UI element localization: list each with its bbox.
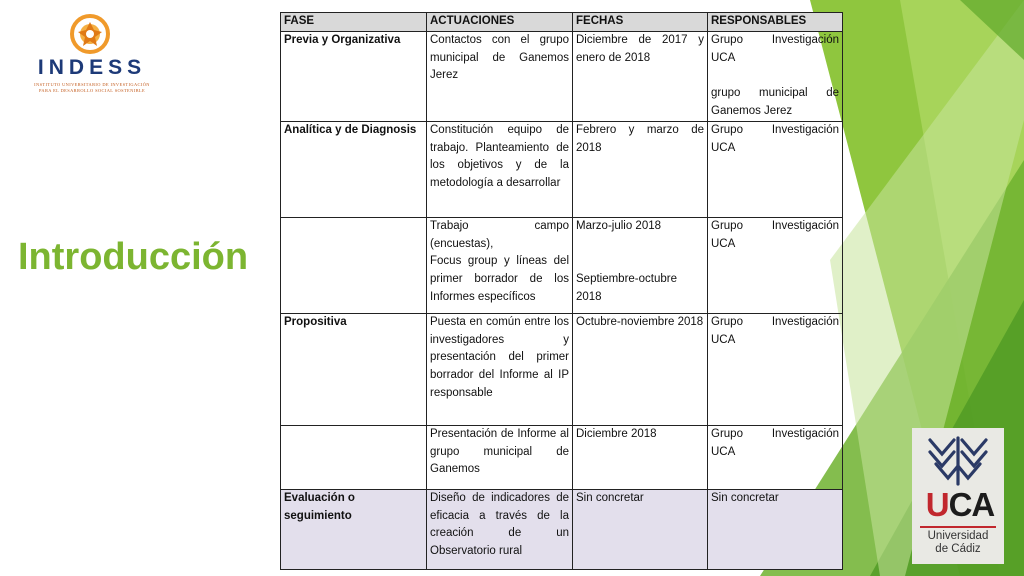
row-fecha: Diciembre 2018 — [573, 425, 708, 489]
row-actuacion: Diseño de indicadores de eficacia a través de la creación de un Observatorio rural — [427, 489, 573, 569]
row-fecha: Octubre-noviembre 2018 — [573, 313, 708, 425]
header-actuaciones: ACTUACIONES — [427, 13, 573, 32]
row-responsable: Grupo Investigación UCA — [708, 313, 843, 425]
slide-title: Introducción — [18, 236, 249, 278]
header-responsables: RESPONSABLES — [708, 13, 843, 32]
indess-subtitle-line-1: INSTITUTO UNIVERSITARIO DE INVESTIGACIÓN — [34, 82, 150, 87]
row-fase: Analítica y de Diagnosis — [281, 121, 427, 217]
indess-emblem-icon — [68, 14, 112, 54]
row-responsable: grupo municipal de Ganemos Jerez — [711, 87, 839, 117]
table-row — [281, 425, 843, 489]
row-responsable: Grupo Investigación UCA — [711, 33, 839, 64]
row-fase: Evaluación o seguimiento — [281, 489, 427, 569]
row-responsable: Grupo Investigación UCA — [708, 121, 843, 217]
table-row — [281, 313, 843, 425]
table-header-row — [281, 13, 843, 32]
row-fecha: Diciembre de 2017 y enero de 2018 — [573, 31, 708, 121]
row-fase — [281, 217, 427, 313]
uca-logo — [912, 428, 1004, 564]
table-row — [281, 489, 843, 569]
indess-name: INDESS — [37, 56, 147, 79]
row-fase: Previa y Organizativa — [281, 31, 427, 121]
table-row — [281, 121, 843, 217]
row-responsable: Grupo Investigación UCA — [708, 425, 843, 489]
indess-subtitle-line-2: PARA EL DESARROLLO SOCIAL SOSTENIBLE — [38, 87, 146, 93]
row-responsable: Grupo Investigación UCA — [708, 217, 843, 313]
row-fecha: Sin concretar — [573, 489, 708, 569]
uca-emblem-icon — [922, 434, 994, 490]
row-fase — [281, 425, 427, 489]
table-row — [281, 31, 843, 121]
phases-table — [280, 12, 843, 570]
table-row — [281, 217, 843, 313]
row-actuacion: Puesta en común entre los investigadores y presentación del primer borrador del Informe al IP responsable — [427, 313, 573, 425]
row-actuacion: Focus group y líneas del primer borrador de los Informes específicos — [430, 255, 569, 303]
row-actuacion: Constitución equipo de trabajo. Planteamiento de los objetivos y de la metodología a desarrollar — [427, 121, 573, 217]
row-fase: Propositiva — [281, 313, 427, 425]
row-fecha: Septiembre-octubre 2018 — [576, 273, 677, 303]
uca-line-1: Universidad — [927, 530, 989, 542]
uca-divider — [920, 526, 996, 528]
header-fase: FASE — [281, 13, 427, 32]
uca-wordmark: UCA — [925, 486, 995, 523]
row-actuacion: Presentación de Informe al grupo municipal de Ganemos — [427, 425, 573, 489]
header-fechas: FECHAS — [573, 13, 708, 32]
row-fecha: Febrero y marzo de 2018 — [573, 121, 708, 217]
indess-subtitle — [22, 82, 162, 93]
row-actuaciones — [427, 217, 573, 313]
indess-logo — [22, 14, 162, 93]
row-responsables — [708, 31, 843, 121]
row-actuacion: Contactos con el grupo municipal de Ganemos Jerez — [427, 31, 573, 121]
uca-university-name — [912, 530, 1004, 556]
row-responsable: Sin concretar — [708, 489, 843, 569]
row-fechas — [573, 217, 708, 313]
uca-line-2: de Cádiz — [935, 543, 981, 555]
row-fecha: Marzo-julio 2018 — [576, 219, 662, 232]
row-actuacion: Trabajo campo (encuestas), — [430, 219, 569, 250]
